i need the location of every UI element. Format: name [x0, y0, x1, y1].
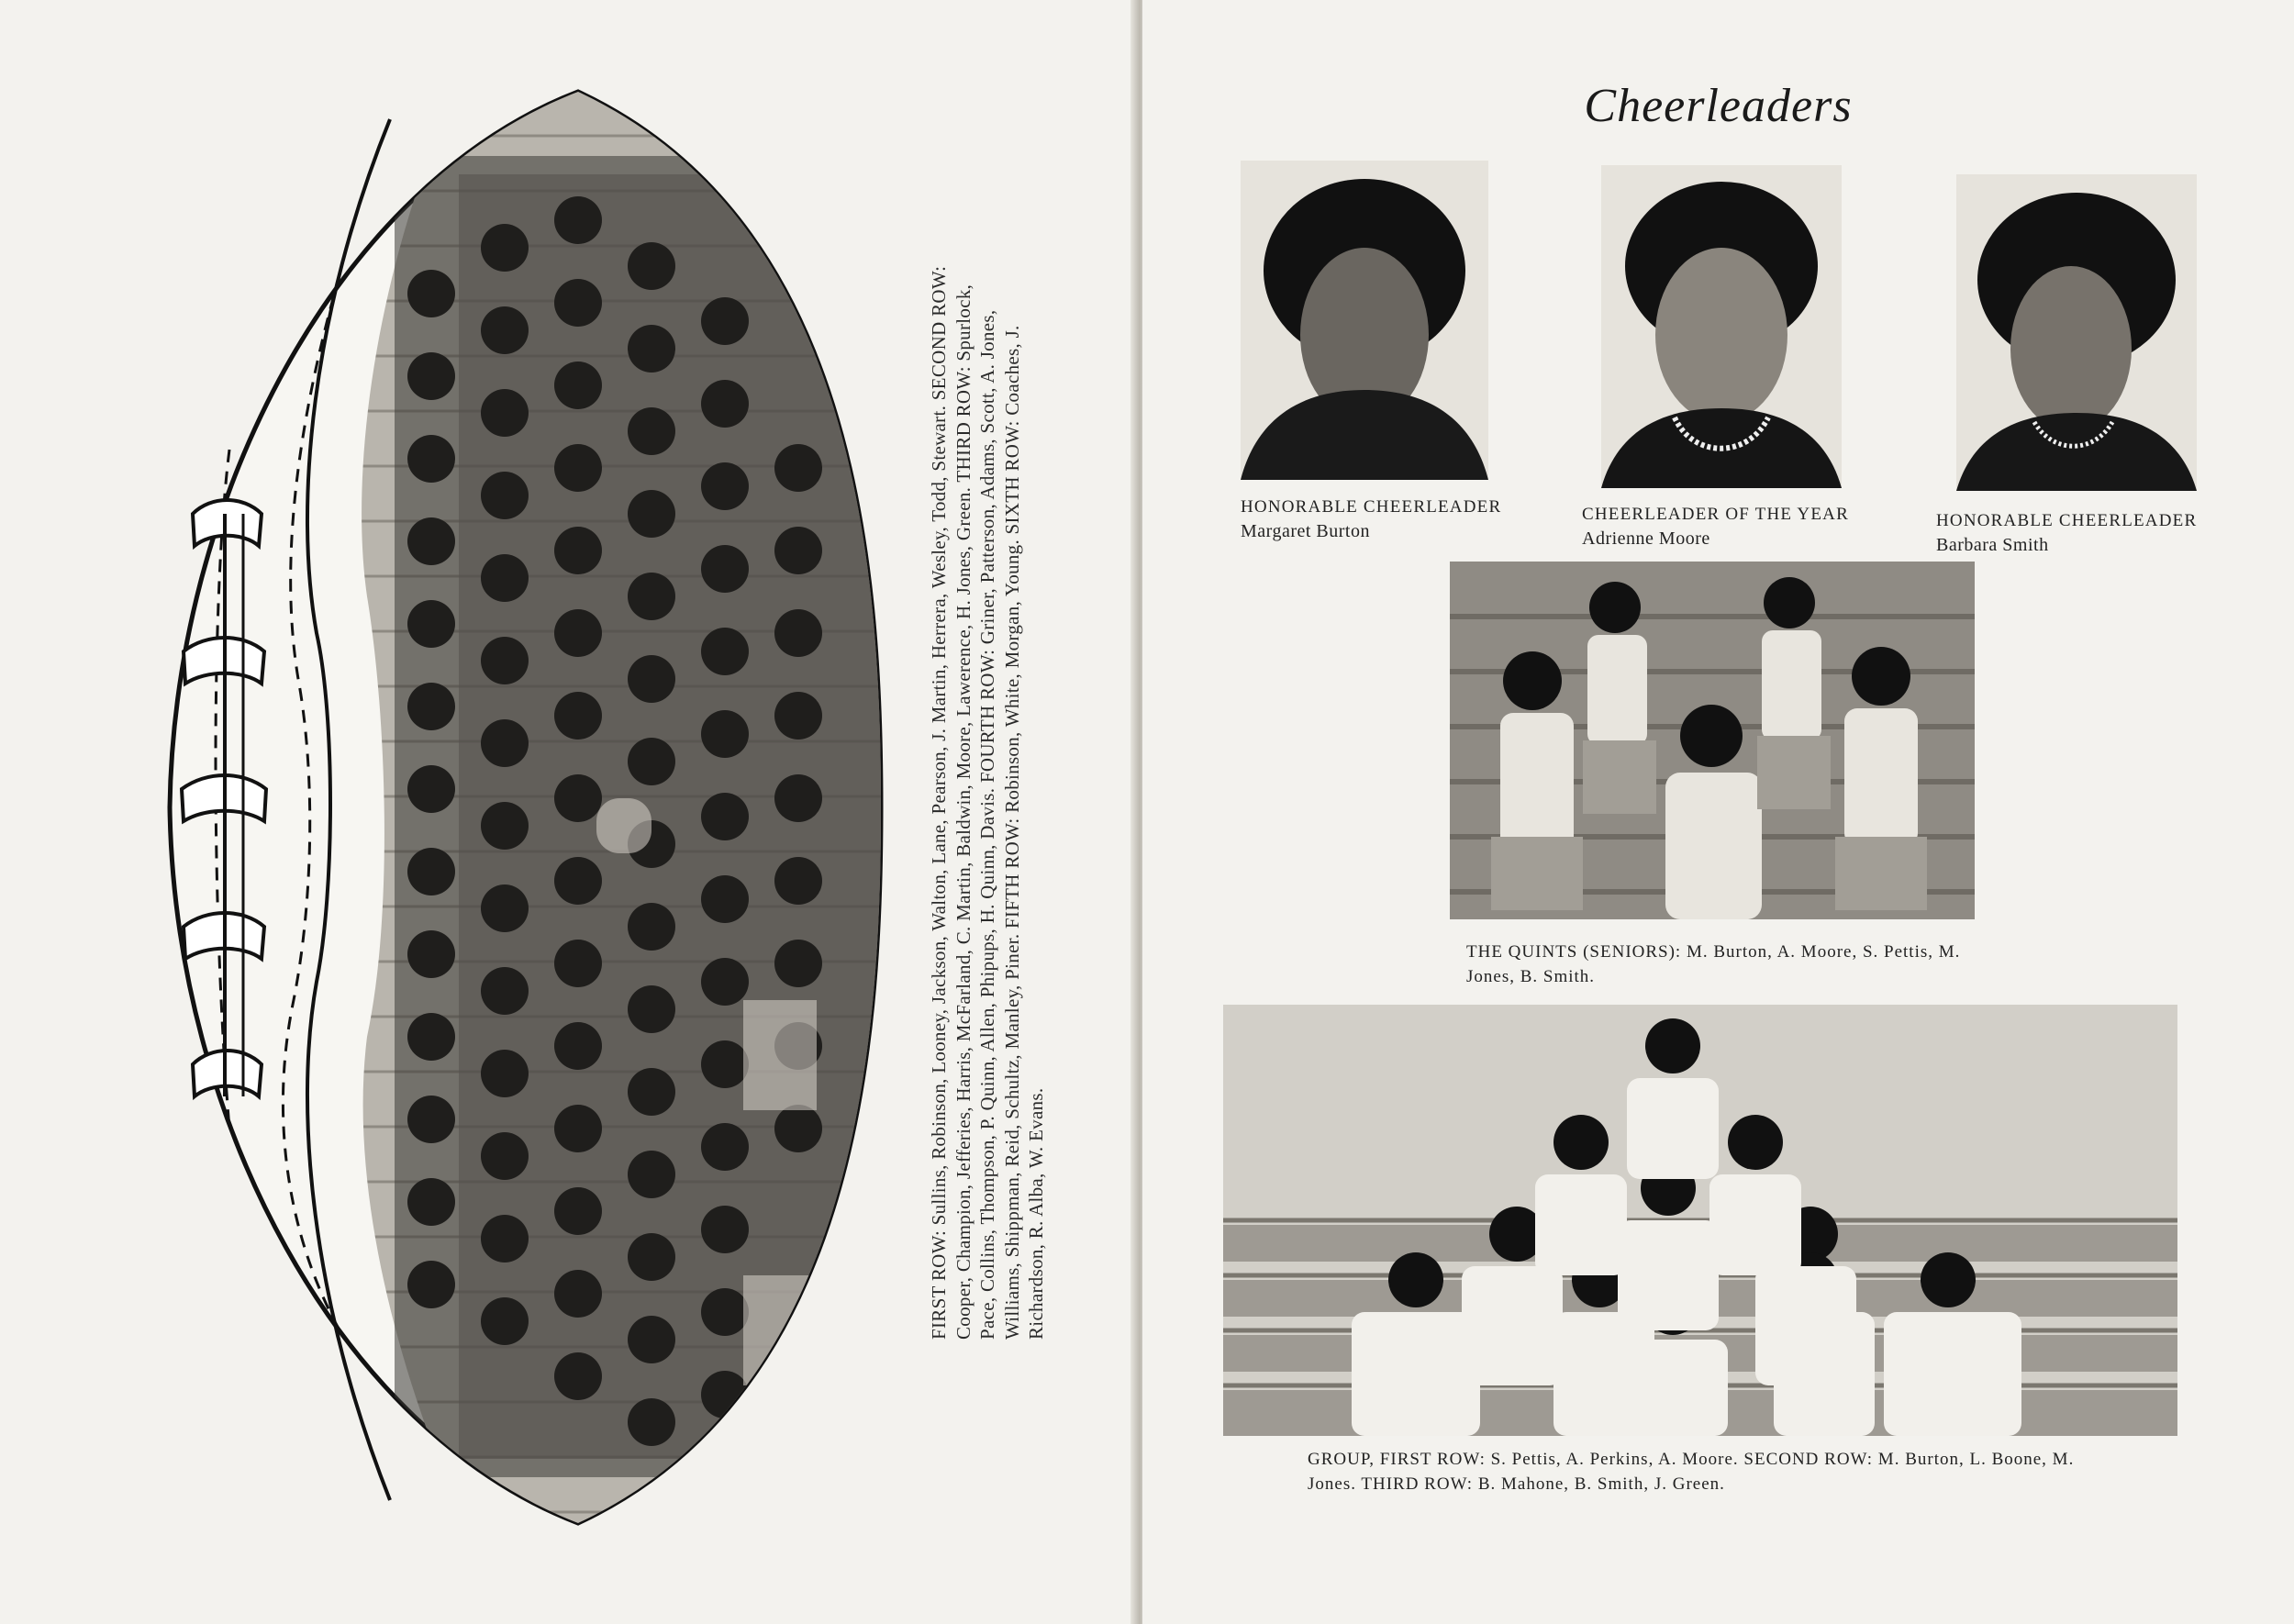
portrait-role: CHEERLEADER OF THE YEAR	[1582, 505, 1849, 524]
team-caption: FIRST ROW: Sullins, Robinson, Looney, Jackson, Walton, Lane, Pearson, J. Martin, Herrera, Wesley, Todd, Stewart. SECOND ROW: Cooper, Champion, Jefferies, Harris, McFarland, C. Martin, Baldwin, Moore, Lawerence, H. Jones, Green. THIRD ROW: Spurlock, Pace, Collins, Thompson, P. Quinn, Allen, Phipups, H. Quinn, Davis. FOURTH ROW: Griner, Patterson, Adams, Scott, A. Jones, Williams, Shippman, Reid, Schultz, Manley, Piner. FIFTH ROW: Robinson, White, Morgan, Young. SIXTH ROW: Coaches, J. Richardson, R. Alba, W. Evans.	[928, 265, 1047, 1340]
left-page	[0, 0, 1139, 1624]
portrait-name: Margaret Burton	[1241, 521, 1370, 541]
portrait-photo	[1956, 174, 2197, 491]
team-caption-box	[927, 257, 1074, 1340]
portrait-photo	[1601, 165, 1842, 488]
portrait-photo	[1241, 161, 1488, 480]
portrait-name: Barbara Smith	[1936, 535, 2049, 555]
portrait-role: HONORABLE CHEERLEADER	[1936, 511, 2198, 530]
portrait-caption	[1582, 503, 1876, 551]
group-photo	[1223, 1005, 2177, 1436]
quints-photo	[1450, 562, 1975, 919]
portrait-caption	[1936, 509, 2230, 557]
group-caption: GROUP, FIRST ROW: S. Pettis, A. Perkins, A. Moore. SECOND ROW: M. Burton, L. Boone, M. Jones. THIRD ROW: B. Mahone, B. Smith, J. Green.	[1308, 1450, 2075, 1494]
portrait-caption	[1241, 495, 1516, 543]
quints-caption: THE QUINTS (SENIORS): M. Burton, A. Moore, S. Pettis, M. Jones, B. Smith.	[1466, 942, 1961, 986]
portrait-name: Adrienne Moore	[1582, 528, 1710, 549]
football-team-photo	[156, 83, 890, 1532]
page-title: Cheerleaders	[1584, 80, 1853, 132]
portrait-role: HONORABLE CHEERLEADER	[1241, 497, 1502, 517]
